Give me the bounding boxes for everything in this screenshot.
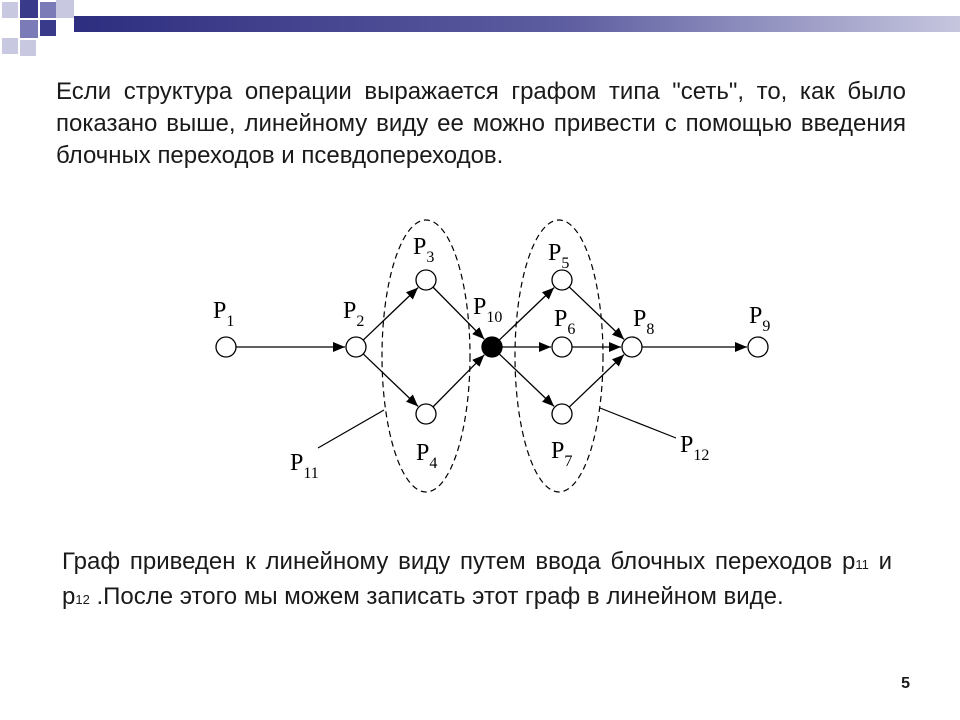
node-p8	[622, 337, 642, 357]
label-p10: $P_{10}$	[473, 294, 503, 326]
edge-p4-p10	[433, 355, 484, 407]
node-p4	[416, 404, 436, 424]
node-p2	[346, 337, 366, 357]
conclusion-text-part3: .После этого мы можем записать этот граф в линейном виде.	[89, 583, 784, 610]
edge-p2-p3	[363, 288, 418, 340]
edge-p2-p4	[363, 354, 418, 406]
intro-paragraph: Если структура операции выражается графом типа "сеть", то, как было показано выше, линейному виду ее можно привести с помощью введения блочных переходов и псевдопереходов.	[56, 78, 906, 169]
node-p10	[482, 337, 502, 357]
node-p1	[216, 337, 236, 357]
node-p6	[552, 337, 572, 357]
edge-p10-p7	[499, 354, 554, 406]
block-subscript-12: 12	[75, 592, 90, 607]
label-p4: $P_4$	[416, 440, 438, 472]
page-number: 5	[901, 675, 910, 692]
label-p12: $P_{12}$	[680, 432, 710, 464]
edge-p5-p8	[569, 287, 624, 339]
conclusion-text-part1: Граф приведен к линейному виду путем ввода блочных переходов р	[62, 548, 856, 575]
node-p7	[552, 404, 572, 424]
label-p11: $P_{11}$	[290, 450, 319, 482]
label-p3: $P_3$	[413, 234, 435, 266]
pointer-line-p12	[600, 408, 676, 438]
conclusion-paragraph	[62, 546, 892, 616]
label-p2: $P_2$	[343, 298, 365, 330]
edge-p10-p5	[499, 288, 554, 340]
conclusion-text-part2: и р	[62, 548, 892, 610]
node-p3	[416, 270, 436, 290]
pointer-line-p11	[318, 410, 384, 448]
node-p5	[552, 270, 572, 290]
edge-p7-p8	[569, 355, 624, 407]
label-p5: $P_5$	[548, 240, 570, 272]
node-p9	[748, 337, 768, 357]
label-p7: $P_7$	[551, 438, 573, 470]
label-p6: $P_6$	[554, 306, 576, 338]
label-p1: $P_1$	[213, 298, 235, 330]
label-p8: $P_8$	[633, 306, 655, 338]
block-subscript-11: 11	[855, 557, 869, 572]
label-p9: $P_9$	[749, 303, 771, 335]
